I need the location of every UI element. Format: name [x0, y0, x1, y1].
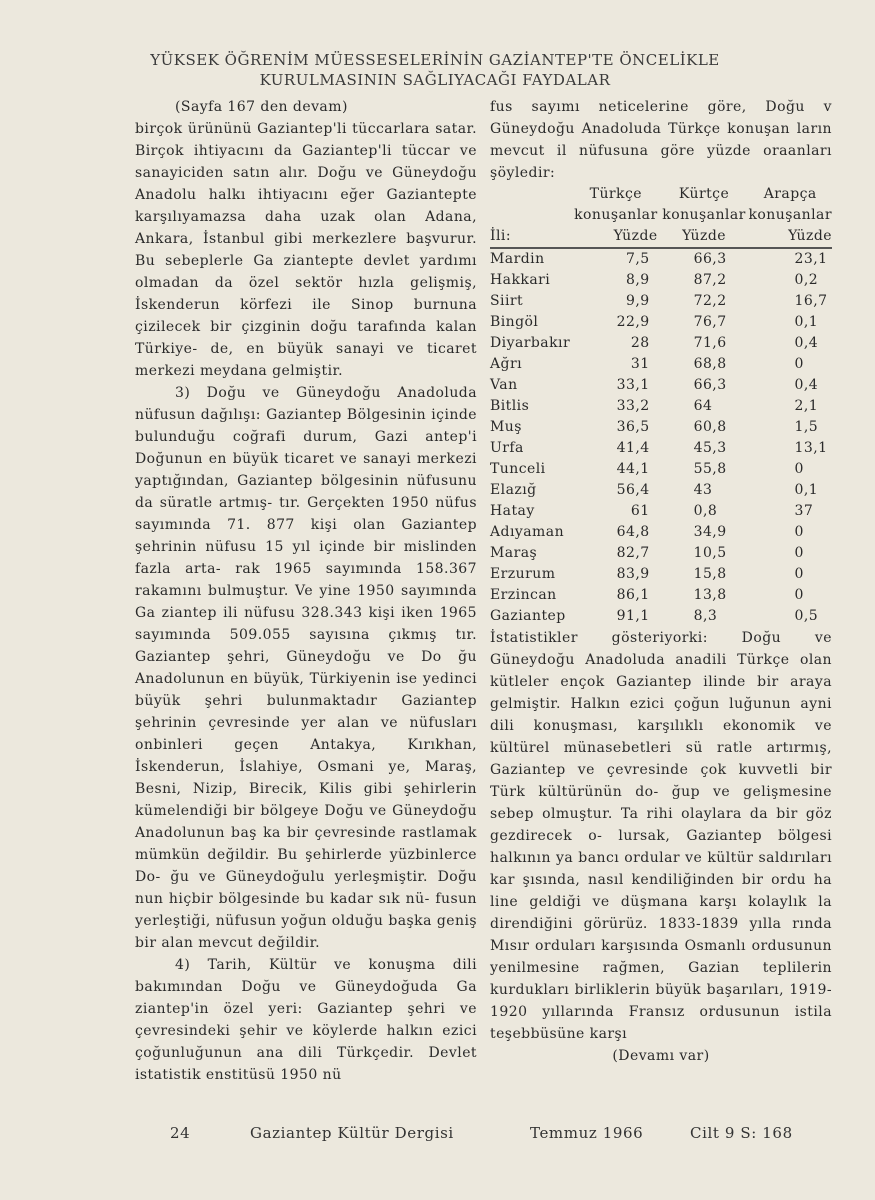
- percentage-cell: 22,9: [616, 314, 650, 330]
- paragraph-2-continued: [135, 118, 477, 382]
- table-header-row-2: [490, 205, 832, 226]
- percentage-cell: 0: [794, 524, 804, 540]
- table-row: [490, 564, 832, 585]
- table-row: [490, 480, 832, 501]
- percentage-cell: 71,6: [693, 335, 727, 351]
- text-line: ise yedinci büyük şehri bulunmaktadır: [135, 671, 477, 709]
- text-line: değildir. Bu şehirlerde yüzbinlerce Do-: [135, 847, 478, 885]
- table-header-cell: konuşanlar: [662, 207, 746, 223]
- table-commentary: [490, 627, 832, 1045]
- percentage-cell: 23,1: [794, 251, 828, 267]
- percentage-cell: 64: [693, 398, 713, 414]
- table-header-cell: Yüzde: [748, 226, 832, 248]
- percentage-cell: 0: [794, 545, 804, 561]
- province-cell: Van: [490, 377, 518, 393]
- percentage-cell: 0: [794, 356, 804, 372]
- text-line: ka bir çevresinde rastlamak mümkün: [135, 825, 477, 863]
- text-line: tır. Gaziantep şehri, Güneydoğu ve Do: [135, 627, 477, 665]
- text-line: 15 yıl içinde bir mislinden fazla arta-: [135, 539, 477, 577]
- text-line: bakımından Doğu ve Güneydoğuda Ga: [135, 979, 477, 995]
- left-column: [135, 96, 477, 1086]
- text-line: rında Mısır orduları karşısında Osmanlı: [490, 916, 833, 954]
- percentage-cell: 43: [693, 482, 713, 498]
- text-line: Devlet istatistik enstitüsü 1950 nü: [135, 1045, 478, 1083]
- percentage-cell: 86,1: [616, 587, 650, 603]
- table-row: [490, 270, 832, 291]
- province-cell: Siirt: [490, 293, 524, 309]
- table-intro: [490, 96, 832, 184]
- text-line: birçok ürününü Gaziantep'li tüccarlara: [135, 121, 430, 137]
- province-cell: Gaziantep: [490, 608, 566, 624]
- text-line: ğup ve gelişmesine sebep olmuştur. Ta: [490, 784, 833, 822]
- percentage-cell: 15,8: [693, 566, 727, 582]
- percentage-cell: 83,9: [616, 566, 650, 582]
- percentage-cell: 0,4: [794, 377, 819, 393]
- text-line: şısında, nasıl kendiliğinden bir ordu ha: [522, 872, 832, 888]
- text-line: ezici çoğunluğunun ana dili Türkçedir.: [135, 1023, 478, 1061]
- text-line: bancı ordular ve kültür saldırıları kar: [490, 850, 833, 888]
- text-line: de, en büyük sanayi ve ticaret merkezi: [135, 341, 477, 379]
- percentage-cell: 45,3: [693, 440, 727, 456]
- percentage-cell: 7,5: [625, 251, 650, 267]
- text-line: antep'i Doğunun en büyük ticaret ve: [135, 429, 477, 467]
- table-header-cell: Türkçe: [589, 186, 643, 202]
- percentage-cell: 0,8: [693, 503, 718, 519]
- province-cell: Adıyaman: [490, 524, 565, 540]
- table-row: [490, 333, 832, 354]
- text-line: çok kuvvetli bir Türk kültürünün do-: [490, 762, 833, 800]
- percentage-cell: 36,5: [616, 419, 650, 435]
- province-cell: Muş: [490, 419, 522, 435]
- text-line: Kırıkhan, İskenderun, İslahiye, Osmani: [135, 737, 477, 775]
- text-line: bir araya gelmiştir. Halkın ezici çoğun: [490, 674, 833, 712]
- percentage-cell: 0: [794, 461, 804, 477]
- table-row: [490, 375, 832, 396]
- text-line: ordusunun istila teşebbüsüne karşı: [490, 1004, 832, 1042]
- issue-date: Temmuz 1966: [530, 1124, 644, 1142]
- percentage-cell: 33,2: [616, 398, 650, 414]
- title-line-1: YÜKSEK ÖĞRENİM MÜESSESELERİNİN GAZİANTEP'TE ÖNCELİKLE: [150, 51, 720, 69]
- table-header-cell: Kürtçe: [678, 186, 730, 202]
- province-cell: Erzurum: [490, 566, 556, 582]
- province-cell: Urfa: [490, 440, 524, 456]
- table-row: [490, 396, 832, 417]
- text-line: 3) Doğu ve Güneydoğu Anadoluda: [175, 385, 477, 401]
- province-cell: Elazığ: [490, 482, 537, 498]
- percentage-cell: 1,5: [794, 419, 819, 435]
- percentage-cell: 44,1: [616, 461, 650, 477]
- text-line: Doğu ve Güneydoğu Anadolunun baş: [135, 803, 477, 841]
- table-row: [490, 501, 832, 522]
- text-line: sanayi merkezi yaptığından, Gaziantep: [135, 451, 477, 489]
- text-line: özel sektör hızla gelişmiş, İskenderun: [135, 275, 477, 313]
- article-title: [90, 50, 780, 90]
- percentage-cell: 31: [630, 356, 650, 372]
- text-line: luğunun ayni dili konuşması, karşılıklı: [490, 696, 832, 734]
- table-header-cell: konuşanlar: [574, 207, 658, 223]
- table-row: [490, 248, 832, 270]
- table-row: [490, 606, 832, 627]
- paragraph-3: [135, 382, 477, 954]
- percentage-cell: 64,8: [616, 524, 650, 540]
- text-line: ğu Anadolunun en büyük, Türkiyenin: [135, 649, 477, 687]
- percentage-cell: 72,2: [693, 293, 727, 309]
- percentage-cell: 66,3: [693, 251, 727, 267]
- right-column: [490, 96, 832, 1067]
- percentage-cell: 13,8: [693, 587, 727, 603]
- province-cell: Hatay: [490, 503, 535, 519]
- percentage-cell: 0,1: [794, 482, 819, 498]
- text-line: merkezlere başvurur. Bu sebeplerle Ga: [135, 231, 477, 269]
- text-line: 877 kişi olan Gaziantep şehrinin nüfusu: [135, 517, 478, 555]
- text-line: fus sayımı neticelerine göre, Doğu v: [490, 99, 832, 115]
- text-line: ziantep ili nüfusu 328.343 kişi iken: [161, 605, 434, 621]
- title-line-2: KURULMASININ SAĞLIYACAĞI FAYDALAR: [259, 71, 611, 89]
- percentage-cell: 0,1: [794, 314, 819, 330]
- percentage-cell: 66,3: [693, 377, 727, 393]
- percentage-cell: 82,7: [616, 545, 650, 561]
- percentage-cell: 13,1: [794, 440, 828, 456]
- table-row: [490, 354, 832, 375]
- percentage-cell: 0,2: [794, 272, 819, 288]
- percentage-cell: 8,3: [693, 608, 718, 624]
- percentage-cell: 91,1: [616, 608, 650, 624]
- volume-issue: Cilt 9 S: 168: [690, 1124, 793, 1142]
- continued-from-note: (Sayfa 167 den devam): [175, 99, 348, 115]
- province-cell: Tunceli: [490, 461, 546, 477]
- text-line: ekonomik ve kültürel münasebetleri sü: [490, 718, 833, 756]
- province-cell: Maraş: [490, 545, 538, 561]
- text-line: line geldiği ve düşmana karşı kolaylık: [490, 894, 807, 910]
- text-line: ziantepte devlet yardımı olmadan da: [135, 253, 477, 291]
- table-row: [490, 417, 832, 438]
- province-cell: Bingöl: [490, 314, 539, 330]
- province-cell: Ağrı: [490, 356, 523, 372]
- text-line: İstatistikler gösteriyorki: Doğu ve: [490, 630, 832, 646]
- percentage-cell: 0: [794, 587, 804, 603]
- text-line: tır. Gerçekten 1950 nüfus sayımında 71.: [135, 495, 477, 533]
- percentage-cell: 0: [794, 566, 804, 582]
- percentage-cell: 76,7: [693, 314, 727, 330]
- text-line: ların mevcut il nüfusuna göre yüzde: [490, 121, 832, 159]
- table-header-cell: konuşanlar: [748, 207, 832, 223]
- text-line: bulmuştur. Ve yine 1950 sayımında Ga: [135, 583, 477, 621]
- percentage-cell: 61: [630, 503, 650, 519]
- table-row: [490, 291, 832, 312]
- text-line: başarıları, 1919-1920 yıllarında Fransız: [490, 982, 833, 1020]
- text-line: teplilerin kurdukları birliklerin büyük: [490, 960, 832, 998]
- percentage-cell: 0,4: [794, 335, 819, 351]
- text-line: Gaziantep şehrinin çevresinde yer alan: [135, 693, 477, 731]
- text-line: gibi şehirlerin kümelendiği bir bölgeye: [135, 781, 478, 819]
- table-header-cell: [490, 205, 574, 226]
- province-cell: Hakkari: [490, 272, 551, 288]
- table-row: [490, 585, 832, 606]
- page-number: 24: [170, 1124, 191, 1142]
- table-row: [490, 438, 832, 459]
- text-line: içinde bulunduğu coğrafi durum, Gazi: [135, 407, 478, 445]
- percentage-cell: 2,1: [794, 398, 819, 414]
- text-line: ve çevresindeki şehir ve köylerde halkın: [135, 1001, 478, 1039]
- percentage-cell: 68,8: [693, 356, 727, 372]
- percentage-cell: 37: [794, 503, 814, 519]
- text-line: ziantep'in özel yeri: Gaziantep şehri: [135, 1001, 446, 1017]
- province-cell: Diyarbakır: [490, 335, 571, 351]
- table-header-cell: İli:: [490, 226, 574, 248]
- province-cell: Bitlis: [490, 398, 530, 414]
- text-line: olan kütleler ençok Gaziantep ilinde: [490, 652, 833, 690]
- percentage-cell: 41,4: [616, 440, 650, 456]
- text-line: meydana gelmiştir.: [199, 363, 343, 379]
- language-statistics-table: [490, 184, 832, 627]
- table-row: [490, 543, 832, 564]
- percentage-cell: 28: [630, 335, 650, 351]
- table-body: [490, 248, 832, 627]
- text-line: başka geniş bir alan mevcut değildir.: [135, 913, 478, 951]
- text-line: la direndiğini görürüz. 1833-1839 yılla: [490, 894, 832, 932]
- text-line: tüccar ve sanayiciden satın alır. Doğu: [135, 143, 478, 181]
- table-header-cell: [490, 184, 574, 205]
- text-line: ye, Maraş, Besni, Nizip, Birecik, Kilis: [135, 759, 477, 797]
- table-row: [490, 459, 832, 480]
- text-line: ve Güneydoğu Anadolu halkı ihtiyacını: [135, 165, 477, 203]
- text-line: 1965 sayımında 509.055 sayısına çıkmış: [135, 605, 478, 643]
- text-line: Güneydoğu Anadoluda Türkçe konuşan: [490, 121, 790, 137]
- continued-note: (Devamı var): [612, 1048, 710, 1064]
- text-line: nüfusun dağılışı: Gaziantep Bölgesinin: [135, 407, 427, 423]
- percentage-cell: 87,2: [693, 272, 727, 288]
- table-header-cell: Arapça: [763, 186, 817, 202]
- text-line: uzak olan Adana, Ankara, İstanbul gibi: [135, 209, 477, 247]
- table-row: [490, 312, 832, 333]
- table-header-row-3: [490, 226, 832, 248]
- percentage-cell: 34,9: [693, 524, 727, 540]
- province-cell: Erzincan: [490, 587, 557, 603]
- percentage-cell: 33,1: [616, 377, 650, 393]
- text-line: lursak, Gaziantep bölgesi halkının ya: [490, 828, 833, 866]
- percentage-cell: 8,9: [625, 272, 650, 288]
- percentage-cell: 60,8: [693, 419, 727, 435]
- text-line: ordusunun yenilmesine rağmen, Gazian: [490, 938, 833, 976]
- text-line: satar. Birçok ihtiyacını da Gaziantep'li: [135, 121, 477, 159]
- text-line: ratle artırmış, Gaziantep ve çevresinde: [490, 740, 832, 778]
- percentage-cell: 9,9: [625, 293, 650, 309]
- text-line: Güneydoğu Anadoluda anadili Türkçe: [490, 652, 790, 668]
- text-line: fusun yerleştiği, nüfusun yoğun olduğu: [135, 891, 478, 929]
- text-line: oraanları şöyledir:: [490, 143, 832, 181]
- text-line: körfezi ile Sinop burnuna çizilecek bir: [135, 297, 477, 335]
- table-header-row-1: [490, 184, 832, 205]
- percentage-cell: 55,8: [693, 461, 727, 477]
- percentage-cell: 0,5: [794, 608, 819, 624]
- table-header-cell: Yüzde: [574, 226, 660, 248]
- table-header-cell: Yüzde: [660, 226, 749, 248]
- text-line: rihi olaylara da bir göz gezdirecek o-: [490, 806, 832, 844]
- text-line: çizginin doğu tarafında kalan Türkiye-: [135, 319, 477, 357]
- text-line: eğer Gaziantepte karşılıyamazsa daha: [135, 187, 478, 225]
- percentage-cell: 10,5: [693, 545, 727, 561]
- text-line: ve nüfusları onbinleri geçen Antakya,: [135, 715, 477, 753]
- text-line: 4) Tarih, Kültür ve konuşma dili: [175, 957, 477, 973]
- table-row: [490, 522, 832, 543]
- province-cell: Mardin: [490, 251, 545, 267]
- percentage-cell: 56,4: [616, 482, 650, 498]
- text-line: bölgesinin nüfusunu da süratle artmış-: [135, 473, 477, 511]
- text-line: ğu ve Güneydoğulu yerleşmiştir. Doğu: [170, 869, 478, 885]
- paragraph-4: [135, 954, 477, 1086]
- text-line: nun hiçbir bölgesinde bu kadar sık nü-: [135, 891, 430, 907]
- journal-name: Gaziantep Kültür Dergisi: [250, 1124, 454, 1142]
- text-line: rak 1965 sayımında 158.367 rakamını: [135, 561, 478, 599]
- percentage-cell: 16,7: [794, 293, 828, 309]
